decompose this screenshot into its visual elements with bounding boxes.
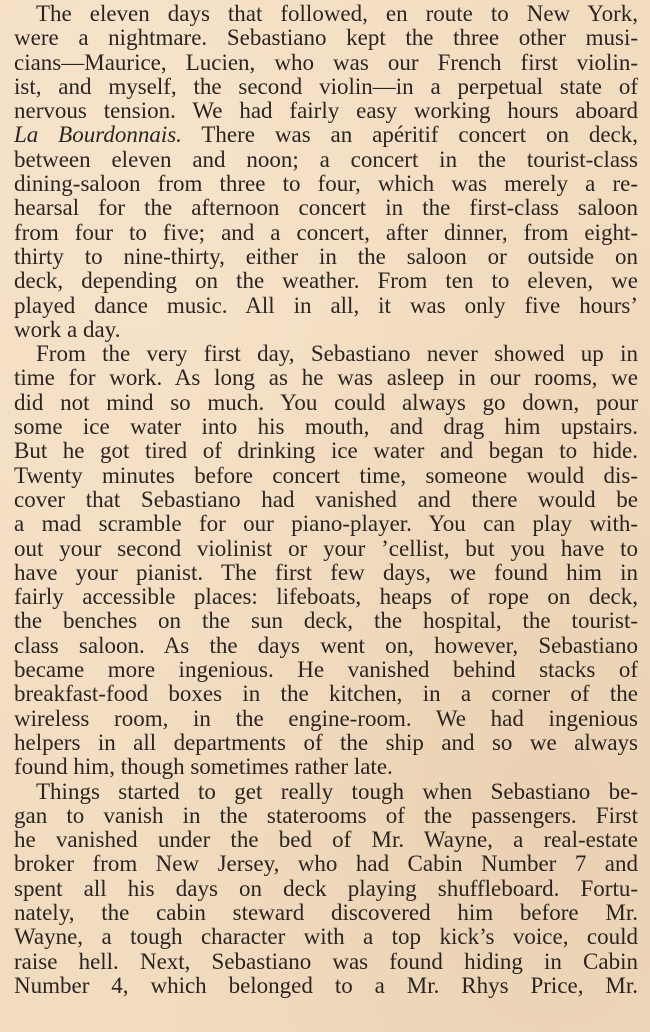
- text-line: Things started to get really tough when Sebastiano be-: [36, 779, 638, 804]
- text-line: out your second violinist or your ’cellist, but you have to: [14, 536, 638, 561]
- text-line: Wayne, a tough character with a top kick’s voice, could: [14, 925, 638, 950]
- text-line: thirty to nine-thirty, either in the saloon or outside on: [14, 244, 638, 269]
- text-line: raise hell. Next, Sebastiano was found hiding in Cabin: [14, 949, 638, 974]
- text-line: the benches on the sun deck, the hospital, the tourist-: [14, 609, 638, 634]
- text-line: became more ingenious. He vanished behind stacks of: [14, 658, 638, 683]
- text-line: breakfast-food boxes in the kitchen, in a corner of the: [14, 682, 638, 707]
- text-line: broker from New Jersey, who had Cabin Number 7 and: [14, 852, 638, 877]
- paragraph-2: [14, 342, 638, 779]
- text-line: spent all his days on deck playing shuffleboard. Fortu-: [14, 876, 638, 901]
- text-line: hearsal for the afternoon concert in the first-class saloon: [14, 196, 638, 221]
- text-line: ist, and myself, the second violin—in a perpetual state of: [14, 74, 638, 99]
- text-line: helpers in all departments of the ship and so we always: [14, 730, 638, 755]
- ship-name: La Bourdonnais.: [14, 123, 182, 148]
- text-line: But he got tired of drinking ice water and began to hide.: [14, 439, 638, 464]
- text-line: La Bourdonnais. There was an apéritif concert on deck,: [14, 123, 638, 148]
- text-line: from four to five; and a concert, after dinner, from eight-: [14, 220, 638, 245]
- text-line: he vanished under the bed of Mr. Wayne, a real-estate: [14, 828, 638, 853]
- text-line: dining-saloon from three to four, which was merely a re-: [14, 172, 638, 197]
- text-line: fairly accessible places: lifeboats, heaps of rope on deck,: [14, 585, 638, 610]
- text-line: were a nightmare. Sebastiano kept the three other musi-: [14, 26, 638, 51]
- text-line: Twenty minutes before concert time, someone would dis-: [14, 463, 638, 488]
- text-line: class saloon. As the days went on, however, Sebastiano: [14, 633, 638, 658]
- paragraph-3: [14, 780, 638, 999]
- text-line: work a day.: [14, 317, 121, 342]
- text-line: some ice water into his mouth, and drag him upstairs.: [14, 415, 638, 440]
- text-line: found him, though sometimes rather late.: [14, 755, 393, 780]
- text-line: between eleven and noon; a concert in the tourist-class: [14, 147, 638, 172]
- text-line: The eleven days that followed, en route to New York,: [36, 2, 638, 26]
- text-line: time for work. As long as he was asleep in our rooms, we: [14, 366, 638, 391]
- text-line: played dance music. All in all, it was only five hours’: [14, 293, 638, 318]
- text-line: From the very first day, Sebastiano never showed up in: [36, 342, 638, 367]
- text-line: cians—Maurice, Lucien, who was our French first violin-: [14, 50, 638, 75]
- text-line: nervous tension. We had fairly easy working hours aboard: [14, 99, 638, 124]
- text-line: cover that Sebastiano had vanished and there would be: [14, 487, 638, 512]
- text-line: nately, the cabin steward discovered him before Mr.: [14, 900, 638, 925]
- text-line: wireless room, in the engine-room. We had ingenious: [14, 706, 638, 731]
- text-line: did not mind so much. You could always go down, pour: [14, 390, 638, 415]
- text-line: gan to vanish in the staterooms of the passengers. First: [14, 803, 638, 828]
- text-line: have your pianist. The first few days, we found him in: [14, 560, 638, 585]
- text-line: Number 4, which belonged to a Mr. Rhys Price, Mr.: [14, 973, 638, 998]
- text-line: a mad scramble for our piano-player. You can play with-: [14, 512, 638, 537]
- text-line: deck, depending on the weather. From ten to eleven, we: [14, 269, 638, 294]
- paragraph-1: [14, 2, 638, 342]
